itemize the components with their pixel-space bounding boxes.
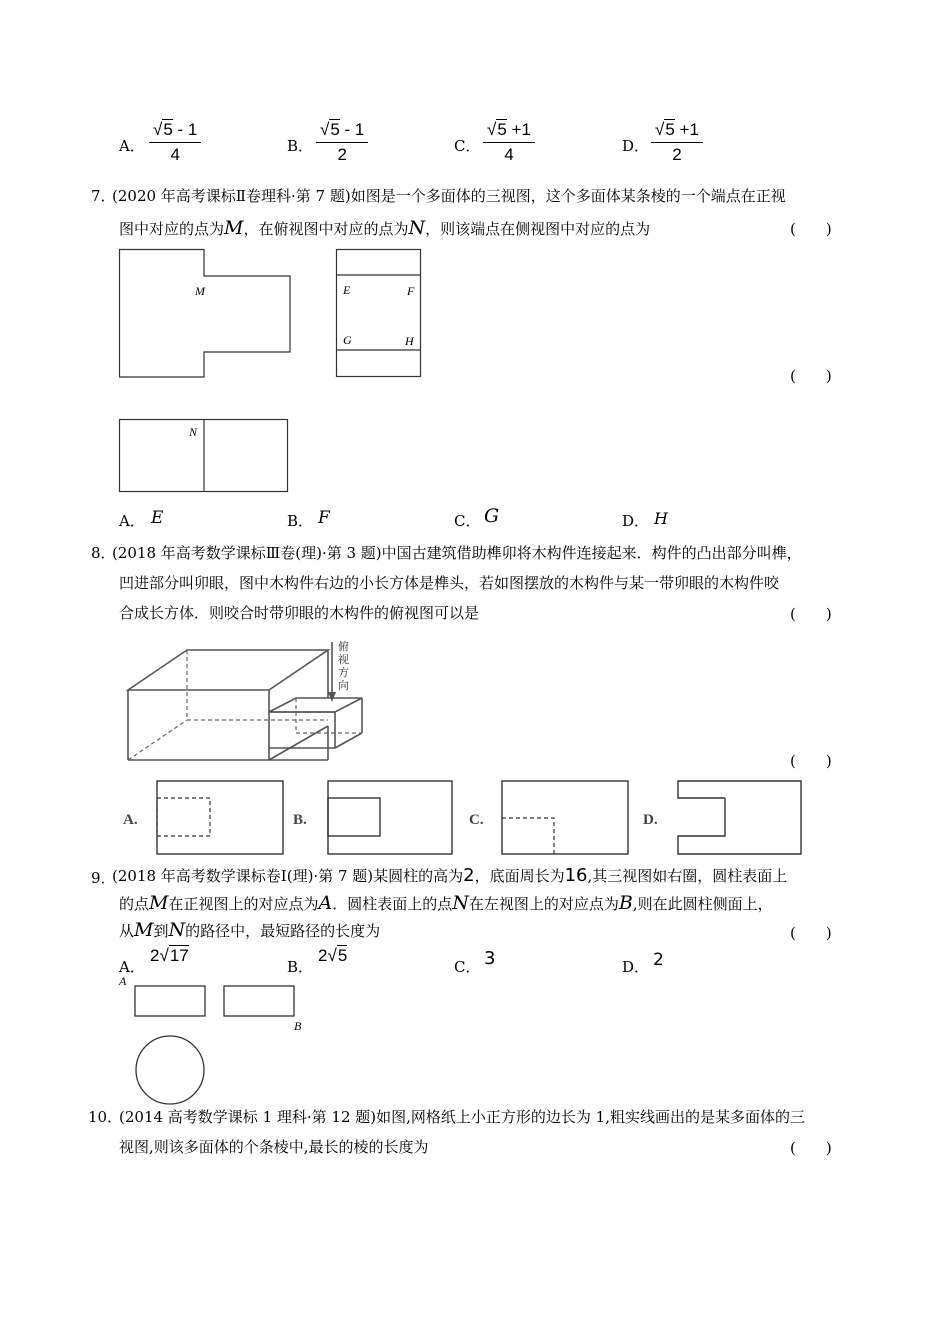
q7-option-c-label: C． [454,512,481,530]
q6-option-a-fraction: $\frac{√5 - 1}{4}$ [149,118,201,167]
q9-label-b: B [294,1019,302,1033]
q7-option-c-value: G [484,505,500,527]
q9-option-d-label: D． [622,958,650,976]
q9-front-view [135,986,205,1016]
q7-line-2: 图中对应的点为M，在俯视图中对应的点为N，则该端点在侧视图中对应的点为 [119,217,651,239]
q9-option-c-value: 3 [484,948,496,969]
q7-option-a-label: A． [119,512,145,530]
q9-option-a-value: 2√17 [150,946,189,965]
q10-line-2: 视图,则该多面体的个条棱中,最长的棱的长度为 [119,1138,429,1156]
q10-number: 10． [88,1108,123,1126]
q10-line-1: (2014 高考数学课标 1 理科·第 12 题)如图,网格纸上小正方形的边长为 1,粗实线画出的是某多面体的三 [119,1108,805,1126]
q8-choice-a-label: A. [123,812,138,828]
q7-top-view [118,418,293,494]
q9-label-a: A [119,974,127,988]
q9-option-d-value: 2 [653,950,664,970]
q7-option-d-label: D． [622,512,650,530]
q7-label-e: E [343,283,351,297]
q7-line-1: (2020 年高考课标Ⅱ卷理科·第 7 题)如图是一个多面体的三视图，这个多面体某条棱的一个端点在正视 [112,187,786,205]
q7-label-m: M [195,284,205,298]
q7-front-view [118,248,293,380]
q6-option-b-fraction: $\frac{√5 - 1}{2}$ [316,118,368,167]
q9-line-1: (2018 年高考数学课标卷Ⅰ(理)·第 7 题)某圆柱的高为2，底面周长为16,其三视图如右圈，圆柱表面上 [112,865,788,886]
q6-option-c-label: C． [454,137,481,155]
q8-view-direction-text: 俯 视 方 向 [338,640,349,692]
q8-choice-views [120,780,810,858]
q6-option-a-label: A． [119,137,145,155]
q7-label-f: F [407,284,415,298]
q6-option-b-label: B． [287,137,314,155]
q10-answer-paren: ( ) [790,1139,832,1157]
q9-side-view [224,986,294,1016]
q7-number: 7． [91,187,116,205]
q7-option-b-value: F [318,508,330,528]
q7-label-g: G [343,333,352,347]
q9-option-c-label: C． [454,958,481,976]
q9-option-b-value: 2√5 [318,946,348,965]
q9-line-3: 从M到N的路径中，最短路径的长度为 [119,919,381,941]
q8-line-1: (2018 年高考数学课标Ⅲ卷(理)·第 3 题)中国古建筑借助榫卯将木构件连接起来．构件的凸出部分叫榫， [112,544,802,562]
q9-option-b-label: B． [287,958,314,976]
q7-side-view [335,248,425,380]
q6-option-d-fraction: $\frac{√5 +1}{2}$ [651,118,703,167]
q7-answer-paren-2: ( ) [790,367,832,385]
q7-label-n: N [189,425,198,439]
q7-answer-paren: ( ) [790,220,832,238]
q7-option-a-value: E [151,508,164,528]
q7-option-d-value: H [654,509,668,528]
q6-option-d-label: D． [622,137,650,155]
q9-cylinder-views [118,974,318,1109]
q9-top-view [136,1036,204,1104]
q8-choice-a-view [157,781,283,854]
q9-answer-paren: ( ) [790,924,832,942]
q6-option-c-fraction: $\frac{√5 +1}{4}$ [483,118,535,167]
q9-number: 9． [91,869,116,887]
q7-option-b-label: B． [287,512,314,530]
q8-answer-paren: ( ) [790,605,832,623]
q8-choice-b-label: B. [293,812,307,828]
q8-line-3: 合成长方体．则咬合时带卯眼的木构件的俯视图可以是 [119,604,480,622]
q8-choice-d-label: D. [643,812,658,828]
q9-line-2: 的点M在正视图上的对应点为A．圆柱表面上的点N在左视图上的对应点为B,则在此圆柱侧面上， [119,892,773,914]
q8-number: 8． [91,544,116,562]
q8-choice-b-view [328,781,452,854]
q9-option-a-label: A． [119,958,145,976]
q8-choice-c-view [502,781,628,854]
q8-answer-paren-2: ( ) [790,752,832,770]
q8-choice-d-view [678,781,801,854]
q8-choice-c-label: C. [469,812,484,828]
q8-mortise-tenon-figure [124,640,369,765]
q8-line-2: 凹进部分叫卯眼，图中木构件右边的小长方体是榫头，若如图摆放的木构件与某一带卯眼的木构件咬 [119,574,780,592]
q7-label-h: H [405,334,414,348]
